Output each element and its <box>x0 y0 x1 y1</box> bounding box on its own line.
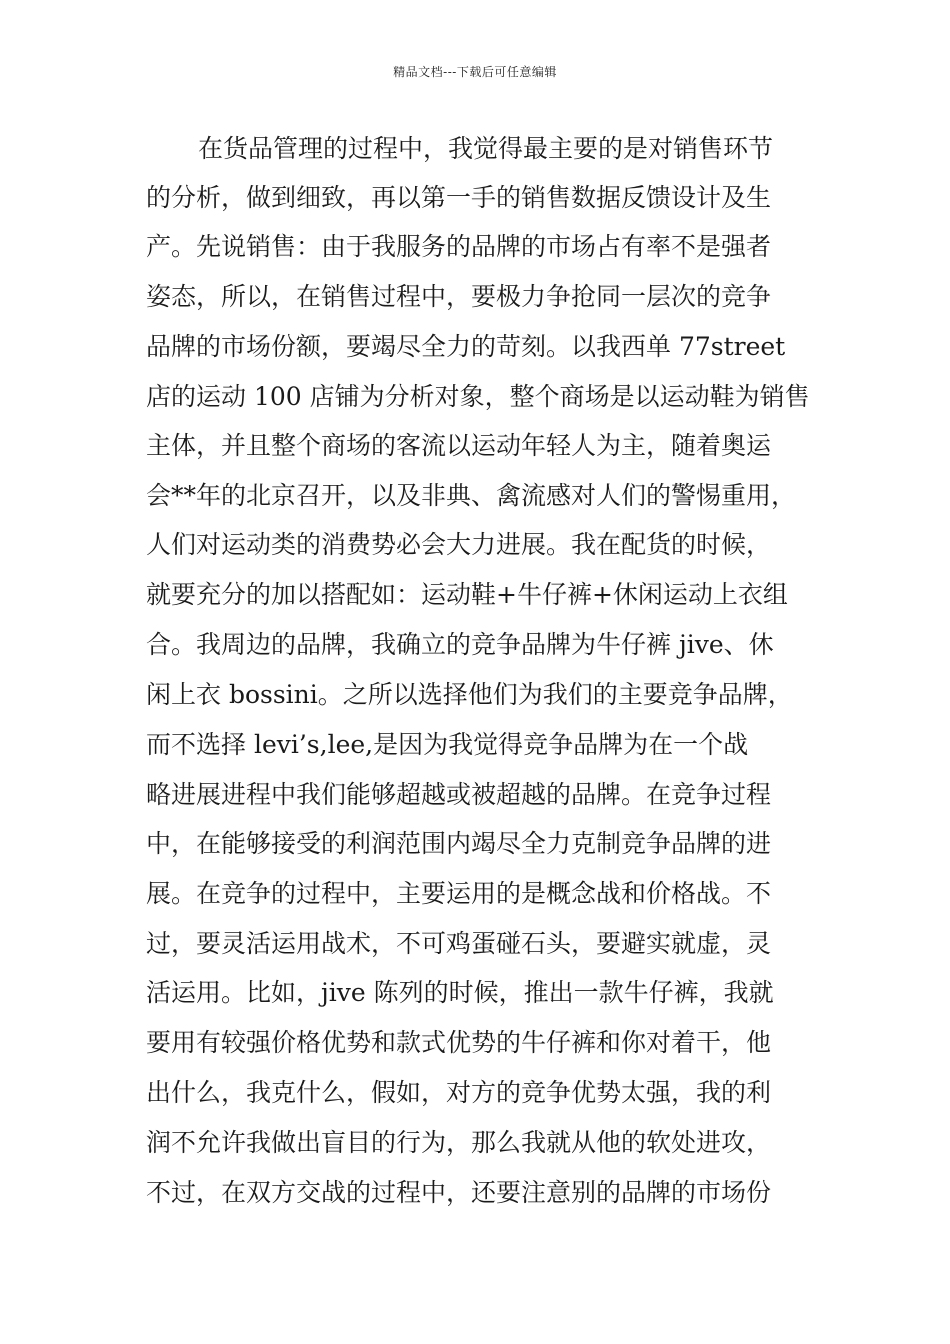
text-line-19: 要用有较强价格优势和款式优势的牛仔裤和你对着干，他 <box>146 1028 772 1057</box>
text-line-5: 品牌的市场份额，要竭尽全力的苛刻。以我西单 77street <box>146 332 786 361</box>
text-line-16: 展。在竞争的过程中，主要运用的是概念战和价格战。不 <box>146 879 772 908</box>
text-line-1: 在货品管理的过程中，我觉得最主要的是对销售环节 <box>198 134 774 163</box>
text-line-22: 不过，在双方交战的过程中，还要注意别的品牌的市场份 <box>146 1178 772 1207</box>
text-line-12: 闲上衣 bossini。之所以选择他们为我们的主要竞争品牌， <box>146 680 793 709</box>
text-line-11: 合。我周边的品牌，我确立的竞争品牌为牛仔裤 jive、休 <box>146 630 774 659</box>
text-line-17: 过，要灵活运用战术，不可鸡蛋碰石头，要避实就虚，灵 <box>146 929 772 958</box>
text-line-20: 出什么，我克什么，假如，对方的竞争优势太强，我的利 <box>146 1078 772 1107</box>
text-line-7: 主体，并且整个商场的客流以运动年轻人为主，随着奥运 <box>146 431 772 460</box>
text-line-6: 店的运动 100 店铺为分析对象，整个商场是以运动鞋为销售 <box>146 382 810 411</box>
text-line-10: 就要充分的加以搭配如：运动鞋+牛仔裤+休闲运动上衣组 <box>146 580 788 609</box>
text-line-8: 会**年的北京召开，以及非典、禽流感对人们的警惕重用， <box>146 481 797 510</box>
text-line-18: 活运用。比如，jive 陈列的时候，推出一款牛仔裤，我就 <box>146 978 774 1007</box>
text-line-15: 中，在能够接受的利润范围内竭尽全力克制竞争品牌的进 <box>146 829 772 858</box>
text-line-14: 略进展进程中我们能够超越或被超越的品牌。在竞争过程 <box>146 780 772 809</box>
text-line-4: 姿态，所以，在销售过程中，要极力争抢同一层次的竞争 <box>146 282 772 311</box>
text-line-3: 产。先说销售：由于我服务的品牌的市场占有率不是强者 <box>146 232 772 261</box>
page-header: 精品文档---下载后可任意编辑 <box>393 65 557 79</box>
text-line-9: 人们对运动类的消费势必会大力进展。我在配货的时候， <box>146 530 772 559</box>
text-line-13: 而不选择 levi’s,lee,是因为我觉得竞争品牌为在一个战 <box>146 730 749 759</box>
text-line-21: 润不允许我做出盲目的行为，那么我就从他的软处进攻， <box>146 1128 772 1157</box>
text-line-2: 的分析，做到细致，再以第一手的销售数据反馈设计及生 <box>146 183 772 212</box>
